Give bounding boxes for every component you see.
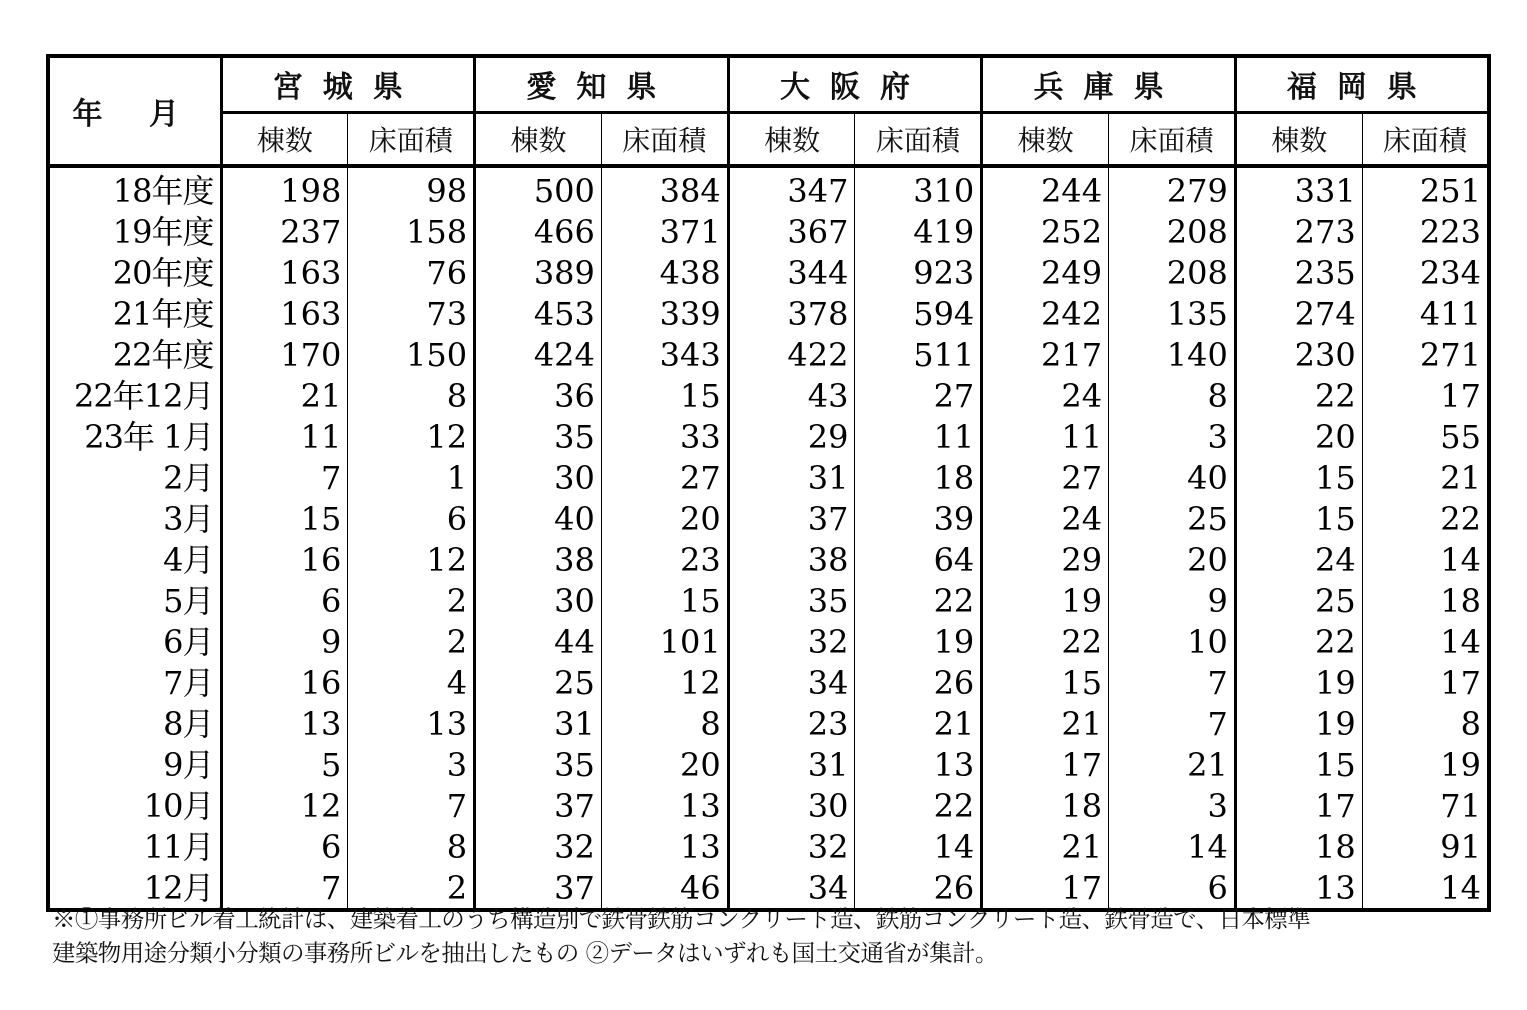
- row-label: 18年度: [48, 166, 221, 211]
- cell-floor-area: 6: [348, 498, 475, 539]
- cell-building-count: 217: [982, 334, 1109, 375]
- table-row: [48, 293, 1489, 334]
- cell-building-count: 11: [982, 416, 1109, 457]
- cell-floor-area: 39: [855, 498, 982, 539]
- cell-floor-area: 11: [855, 416, 982, 457]
- cell-floor-area: 2: [348, 867, 475, 910]
- cell-floor-area: 20: [1109, 539, 1236, 580]
- cell-floor-area: 21: [1440, 458, 1481, 497]
- cell-building-count: 17: [1235, 785, 1362, 826]
- row-label: 22年12月: [48, 375, 221, 416]
- subheader-floor-area: 床面積: [1362, 112, 1489, 166]
- cell-building-count: 500: [475, 166, 602, 211]
- table-row: [48, 457, 1489, 498]
- cell-floor-area: 8: [601, 703, 728, 744]
- table-row: [48, 334, 1489, 375]
- cell-building-count: 15: [1235, 498, 1362, 539]
- cell-building-count: 37: [475, 785, 602, 826]
- cell-floor-area: 343: [601, 334, 728, 375]
- cell-building-count: 13: [221, 703, 348, 744]
- prefecture-header-fukuoka: 福岡県: [1235, 56, 1489, 112]
- cell-floor-area: 26: [855, 662, 982, 703]
- cell-building-count: 44: [475, 621, 602, 662]
- cell-building-count: 15: [221, 498, 348, 539]
- cell-floor-area: 21: [855, 703, 982, 744]
- cell-building-count: 22: [1235, 375, 1362, 416]
- cell-floor-area: 6: [1109, 867, 1236, 910]
- cell-floor-area: 310: [855, 166, 982, 211]
- cell-building-count: 18: [982, 785, 1109, 826]
- cell-building-count: 19: [1235, 662, 1362, 703]
- cell-building-count: 9: [221, 621, 348, 662]
- cell-floor-area: 7: [1109, 703, 1236, 744]
- cell-floor-area: 19: [1440, 745, 1481, 784]
- table-row: [48, 621, 1489, 662]
- row-label: 4月: [48, 539, 221, 580]
- cell-floor-area: 2: [348, 580, 475, 621]
- subheader-count: 棟数: [728, 112, 855, 166]
- subheader-floor-area: 床面積: [348, 112, 475, 166]
- cell-building-count: 235: [1235, 252, 1362, 293]
- cell-floor-area: 98: [348, 166, 475, 211]
- cell-floor-area: 22: [855, 785, 982, 826]
- subheader-count: 棟数: [982, 112, 1109, 166]
- cell-floor-area: 22: [1440, 499, 1481, 538]
- cell-building-count: 15: [1235, 744, 1362, 785]
- cell-building-count: 37: [728, 498, 855, 539]
- cell-floor-area: 15: [601, 580, 728, 621]
- cell-building-count: 6: [221, 826, 348, 867]
- cell-building-count: 30: [728, 785, 855, 826]
- cell-building-count: 32: [475, 826, 602, 867]
- cell-floor-area: 251: [1419, 171, 1481, 210]
- cell-building-count: 347: [728, 166, 855, 211]
- cell-floor-area: 140: [1109, 334, 1236, 375]
- cell-floor-area: 18: [855, 457, 982, 498]
- row-label: 20年度: [48, 252, 221, 293]
- table-row: [48, 166, 1489, 211]
- cell-floor-area: 411: [1419, 294, 1481, 333]
- cell-floor-area: 19: [855, 621, 982, 662]
- row-label: 21年度: [48, 293, 221, 334]
- cell-building-count: 7: [221, 457, 348, 498]
- cell-building-count: 32: [728, 826, 855, 867]
- cell-floor-area: 384: [601, 166, 728, 211]
- cell-building-count: 35: [475, 416, 602, 457]
- cell-floor-area: 46: [601, 867, 728, 910]
- cell-floor-area: 371: [601, 211, 728, 252]
- table-row: [48, 662, 1489, 703]
- cell-building-count: 32: [728, 621, 855, 662]
- cell-building-count: 273: [1235, 211, 1362, 252]
- cell-floor-area: 339: [601, 293, 728, 334]
- cell-floor-area: 419: [855, 211, 982, 252]
- cell-building-count: 15: [1235, 457, 1362, 498]
- cell-building-count: 274: [1235, 293, 1362, 334]
- cell-floor-area: 223: [1419, 212, 1481, 251]
- row-label: 10月: [48, 785, 221, 826]
- cell-floor-area: 18: [1440, 581, 1481, 620]
- cell-floor-area: 17: [1440, 376, 1481, 415]
- subheader-count: 棟数: [475, 112, 602, 166]
- cell-building-count: 230: [1235, 334, 1362, 375]
- cell-building-count: 20: [1235, 416, 1362, 457]
- row-label: 8月: [48, 703, 221, 744]
- cell-building-count: 453: [475, 293, 602, 334]
- cell-building-count: 31: [475, 703, 602, 744]
- cell-building-count: 38: [728, 539, 855, 580]
- cell-floor-area: 23: [601, 539, 728, 580]
- cell-floor-area: 101: [601, 621, 728, 662]
- row-label: 12月: [48, 867, 221, 910]
- cell-floor-area: 91: [1440, 827, 1481, 866]
- cell-building-count: 19: [1235, 703, 1362, 744]
- office-building-starts-table: [46, 54, 1491, 912]
- cell-building-count: 378: [728, 293, 855, 334]
- table-row: [48, 211, 1489, 252]
- subheader-count: 棟数: [221, 112, 348, 166]
- table-row: [48, 539, 1489, 580]
- cell-building-count: 466: [475, 211, 602, 252]
- row-label: 22年度: [48, 334, 221, 375]
- cell-building-count: 23: [728, 703, 855, 744]
- footnote-line-2: 建築物用途分類小分類の事務所ビルを抽出したもの ②データはいずれも国土交通省が集計。: [52, 939, 998, 967]
- header-row-prefectures: [48, 56, 1489, 112]
- cell-building-count: 34: [728, 662, 855, 703]
- cell-floor-area: 25: [1109, 498, 1236, 539]
- prefecture-header-aichi: 愛知県: [475, 56, 729, 112]
- prefecture-header-osaka: 大阪府: [728, 56, 982, 112]
- cell-floor-area: 55: [1440, 417, 1481, 456]
- cell-floor-area: 22: [855, 580, 982, 621]
- cell-floor-area: 15: [601, 375, 728, 416]
- cell-building-count: 331: [1235, 166, 1362, 211]
- cell-floor-area: 17: [1440, 663, 1481, 702]
- row-label: 3月: [48, 498, 221, 539]
- row-label: 5月: [48, 580, 221, 621]
- cell-building-count: 35: [475, 744, 602, 785]
- footnote-line-1: ※①事務所ビル着工統計は、建築着工のうち構造別で鉄骨鉄筋コンクリート造、鉄筋コンクリート造、鉄骨造で、日本標準: [52, 905, 1311, 933]
- cell-floor-area: 158: [348, 211, 475, 252]
- cell-floor-area: 8: [1109, 375, 1236, 416]
- cell-building-count: 389: [475, 252, 602, 293]
- row-label: 7月: [48, 662, 221, 703]
- cell-floor-area: 7: [348, 785, 475, 826]
- cell-building-count: 24: [1235, 539, 1362, 580]
- cell-floor-area: 12: [348, 416, 475, 457]
- table-row: [48, 785, 1489, 826]
- cell-floor-area: 438: [601, 252, 728, 293]
- cell-building-count: 29: [982, 539, 1109, 580]
- cell-floor-area: 33: [601, 416, 728, 457]
- cell-floor-area: 8: [1460, 704, 1481, 743]
- cell-building-count: 424: [475, 334, 602, 375]
- cell-floor-area: 76: [348, 252, 475, 293]
- cell-floor-area: 9: [1109, 580, 1236, 621]
- cell-building-count: 163: [221, 293, 348, 334]
- cell-building-count: 7: [221, 867, 348, 910]
- cell-floor-area: 2: [348, 621, 475, 662]
- cell-building-count: 35: [728, 580, 855, 621]
- cell-building-count: 237: [221, 211, 348, 252]
- cell-building-count: 31: [728, 744, 855, 785]
- cell-floor-area: 73: [348, 293, 475, 334]
- statistics-table-container: [46, 54, 1487, 912]
- cell-floor-area: 14: [1109, 826, 1236, 867]
- cell-building-count: 24: [982, 498, 1109, 539]
- cell-building-count: 25: [1235, 580, 1362, 621]
- cell-building-count: 24: [982, 375, 1109, 416]
- table-row: [48, 580, 1489, 621]
- cell-building-count: 36: [475, 375, 602, 416]
- cell-building-count: 30: [475, 580, 602, 621]
- row-label: 23年 1月: [48, 416, 221, 457]
- cell-building-count: 367: [728, 211, 855, 252]
- cell-building-count: 422: [728, 334, 855, 375]
- table-row: [48, 375, 1489, 416]
- subheader-floor-area: 床面積: [601, 112, 728, 166]
- cell-building-count: 34: [728, 867, 855, 910]
- cell-floor-area: 14: [1440, 540, 1481, 579]
- cell-building-count: 18: [1235, 826, 1362, 867]
- row-label: 2月: [48, 457, 221, 498]
- cell-floor-area: 12: [348, 539, 475, 580]
- cell-floor-area: 279: [1109, 166, 1236, 211]
- footnote: [52, 902, 1482, 970]
- cell-building-count: 43: [728, 375, 855, 416]
- cell-building-count: 252: [982, 211, 1109, 252]
- cell-floor-area: 208: [1109, 252, 1236, 293]
- cell-building-count: 21: [982, 826, 1109, 867]
- cell-floor-area: 27: [601, 457, 728, 498]
- header-row-subcolumns: [48, 112, 1489, 166]
- cell-floor-area: 923: [855, 252, 982, 293]
- cell-floor-area: 20: [601, 498, 728, 539]
- cell-floor-area: 135: [1109, 293, 1236, 334]
- row-label: 19年度: [48, 211, 221, 252]
- cell-floor-area: 14: [1440, 622, 1481, 661]
- year-month-header: 年 月: [48, 56, 221, 166]
- cell-building-count: 21: [221, 375, 348, 416]
- cell-floor-area: 13: [601, 785, 728, 826]
- cell-building-count: 16: [221, 539, 348, 580]
- cell-floor-area: 4: [348, 662, 475, 703]
- table-row: [48, 498, 1489, 539]
- cell-floor-area: 20: [601, 744, 728, 785]
- cell-floor-area: 234: [1419, 253, 1481, 292]
- cell-floor-area: 3: [348, 744, 475, 785]
- table-row: [48, 416, 1489, 457]
- cell-floor-area: 150: [348, 334, 475, 375]
- cell-floor-area: 3: [1109, 416, 1236, 457]
- cell-building-count: 242: [982, 293, 1109, 334]
- cell-floor-area: 271: [1419, 335, 1481, 374]
- subheader-floor-area: 床面積: [855, 112, 982, 166]
- cell-floor-area: 594: [855, 293, 982, 334]
- cell-floor-area: 14: [855, 826, 982, 867]
- cell-floor-area: 26: [855, 867, 982, 910]
- cell-building-count: 27: [982, 457, 1109, 498]
- cell-building-count: 21: [982, 703, 1109, 744]
- cell-building-count: 163: [221, 252, 348, 293]
- cell-building-count: 198: [221, 166, 348, 211]
- cell-building-count: 22: [982, 621, 1109, 662]
- cell-floor-area: 21: [1109, 744, 1236, 785]
- cell-building-count: 12: [221, 785, 348, 826]
- cell-floor-area: 3: [1109, 785, 1236, 826]
- cell-floor-area: 13: [855, 744, 982, 785]
- cell-building-count: 31: [728, 457, 855, 498]
- cell-building-count: 29: [728, 416, 855, 457]
- cell-building-count: 13: [1235, 867, 1362, 910]
- cell-floor-area: 71: [1440, 786, 1481, 825]
- row-label: 9月: [48, 744, 221, 785]
- row-label: 11月: [48, 826, 221, 867]
- row-label: 6月: [48, 621, 221, 662]
- cell-floor-area: 64: [855, 539, 982, 580]
- cell-building-count: 37: [475, 867, 602, 910]
- subheader-count: 棟数: [1235, 112, 1362, 166]
- cell-floor-area: 10: [1109, 621, 1236, 662]
- cell-building-count: 25: [475, 662, 602, 703]
- cell-floor-area: 40: [1109, 457, 1236, 498]
- cell-building-count: 30: [475, 457, 602, 498]
- subheader-floor-area: 床面積: [1109, 112, 1236, 166]
- cell-floor-area: 208: [1109, 211, 1236, 252]
- cell-building-count: 17: [982, 867, 1109, 910]
- cell-floor-area: 7: [1109, 662, 1236, 703]
- cell-building-count: 15: [982, 662, 1109, 703]
- prefecture-header-miyagi: 宮城県: [221, 56, 475, 112]
- table-row: [48, 252, 1489, 293]
- prefecture-header-hyogo: 兵庫県: [982, 56, 1236, 112]
- table-body: [48, 166, 1489, 910]
- cell-building-count: 19: [982, 580, 1109, 621]
- cell-floor-area: 27: [855, 375, 982, 416]
- cell-floor-area: 12: [601, 662, 728, 703]
- cell-building-count: 40: [475, 498, 602, 539]
- cell-floor-area: 13: [348, 703, 475, 744]
- cell-building-count: 6: [221, 580, 348, 621]
- cell-building-count: 22: [1235, 621, 1362, 662]
- cell-building-count: 11: [221, 416, 348, 457]
- cell-floor-area: 8: [348, 375, 475, 416]
- table-row: [48, 744, 1489, 785]
- cell-building-count: 17: [982, 744, 1109, 785]
- cell-building-count: 38: [475, 539, 602, 580]
- cell-floor-area: 1: [348, 457, 475, 498]
- cell-building-count: 5: [221, 744, 348, 785]
- cell-floor-area: 13: [601, 826, 728, 867]
- cell-floor-area: 8: [348, 826, 475, 867]
- cell-building-count: 344: [728, 252, 855, 293]
- cell-floor-area: 511: [855, 334, 982, 375]
- cell-building-count: 170: [221, 334, 348, 375]
- cell-building-count: 244: [982, 166, 1109, 211]
- cell-building-count: 249: [982, 252, 1109, 293]
- table-row: [48, 826, 1489, 867]
- cell-building-count: 16: [221, 662, 348, 703]
- cell-floor-area: 14: [1440, 868, 1481, 907]
- table-row: [48, 703, 1489, 744]
